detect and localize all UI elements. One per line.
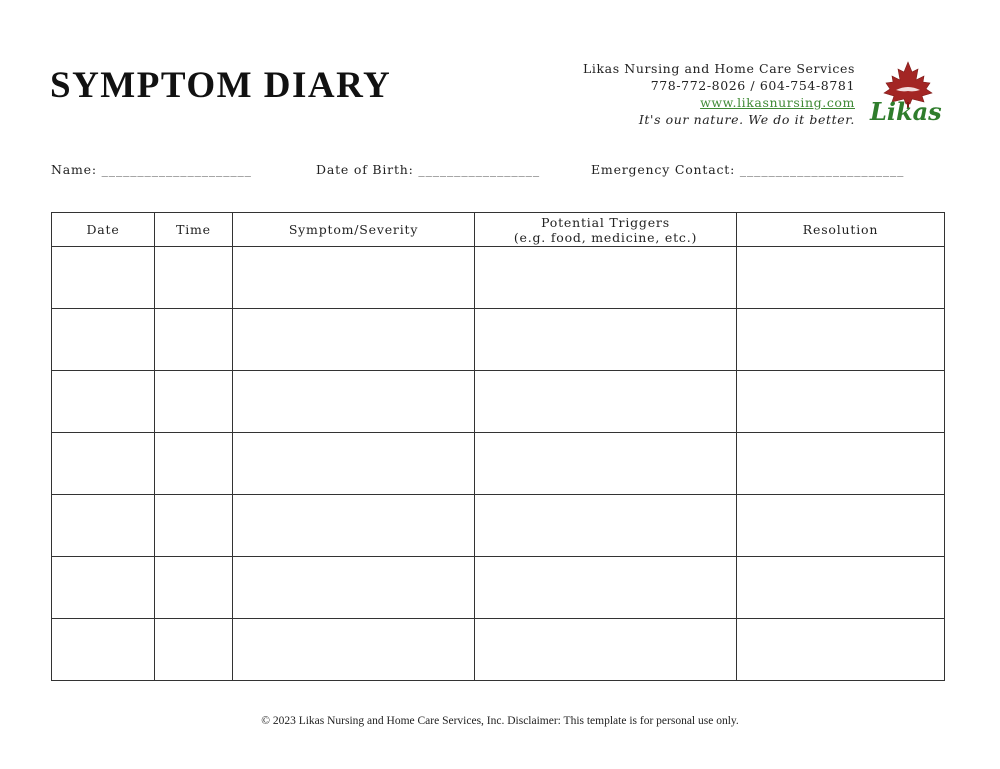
header-resolution: Resolution (737, 213, 945, 247)
cell-resolution[interactable] (737, 247, 945, 309)
cell-date[interactable] (52, 619, 155, 681)
company-name: Likas Nursing and Home Care Services (582, 61, 855, 76)
footer-disclaimer: © 2023 Likas Nursing and Home Care Services, Inc. Disclaimer: This template is for personal use only. (261, 715, 739, 727)
cell-symptom-severity[interactable] (233, 495, 475, 557)
dob-blank-line[interactable]: _________________ (418, 162, 540, 177)
table-row (52, 309, 945, 371)
cell-potential-triggers[interactable] (475, 495, 737, 557)
emergency-contact-label: Emergency Contact: (591, 162, 736, 177)
cell-date[interactable] (52, 309, 155, 371)
cell-symptom-severity[interactable] (233, 309, 475, 371)
name-label: Name: (51, 162, 97, 177)
cell-potential-triggers[interactable] (475, 557, 737, 619)
cell-resolution[interactable] (737, 309, 945, 371)
cell-symptom-severity[interactable] (233, 247, 475, 309)
table-row (52, 557, 945, 619)
company-website-link[interactable]: www.likasnursing.com (700, 95, 855, 110)
cell-symptom-severity[interactable] (233, 433, 475, 495)
dob-field[interactable] (316, 162, 540, 177)
cell-symptom-severity[interactable] (233, 371, 475, 433)
cell-potential-triggers[interactable] (475, 433, 737, 495)
header-symptom-severity: Symptom/Severity (233, 213, 475, 247)
header-potential-triggers: Potential Triggers (e.g. food, medicine, etc.) (475, 213, 737, 247)
table-row (52, 433, 945, 495)
cell-date[interactable] (52, 371, 155, 433)
cell-time[interactable] (155, 371, 233, 433)
cell-resolution[interactable] (737, 433, 945, 495)
table-row (52, 619, 945, 681)
cell-date[interactable] (52, 495, 155, 557)
logo-wordmark: Likas (870, 97, 942, 126)
cell-potential-triggers[interactable] (475, 247, 737, 309)
cell-date[interactable] (52, 557, 155, 619)
cell-time[interactable] (155, 247, 233, 309)
cell-potential-triggers[interactable] (475, 371, 737, 433)
table-header-row (52, 213, 945, 247)
symptom-diary-table (51, 212, 945, 681)
cell-date[interactable] (52, 247, 155, 309)
cell-time[interactable] (155, 495, 233, 557)
cell-potential-triggers[interactable] (475, 309, 737, 371)
emergency-contact-field[interactable] (591, 162, 904, 177)
name-blank-line[interactable]: _____________________ (101, 162, 252, 177)
cell-date[interactable] (52, 433, 155, 495)
company-info (583, 60, 855, 128)
cell-resolution[interactable] (737, 557, 945, 619)
table-row (52, 495, 945, 557)
cell-resolution[interactable] (737, 371, 945, 433)
page-title: SYMPTOM DIARY (50, 65, 392, 106)
table-row (52, 371, 945, 433)
header-time: Time (155, 213, 233, 247)
table-row (52, 247, 945, 309)
cell-symptom-severity[interactable] (233, 619, 475, 681)
name-field[interactable] (51, 162, 252, 177)
cell-time[interactable] (155, 619, 233, 681)
cell-potential-triggers[interactable] (475, 619, 737, 681)
header-date: Date (52, 213, 155, 247)
cell-symptom-severity[interactable] (233, 557, 475, 619)
emergency-contact-blank-line[interactable]: _______________________ (739, 162, 905, 177)
dob-label: Date of Birth: (316, 162, 414, 177)
cell-time[interactable] (155, 557, 233, 619)
company-slogan: It's our nature. We do it better. (638, 112, 855, 127)
company-phone: 778-772-8026 / 604-754-8781 (650, 78, 855, 93)
cell-time[interactable] (155, 309, 233, 371)
cell-time[interactable] (155, 433, 233, 495)
cell-resolution[interactable] (737, 619, 945, 681)
cell-resolution[interactable] (737, 495, 945, 557)
